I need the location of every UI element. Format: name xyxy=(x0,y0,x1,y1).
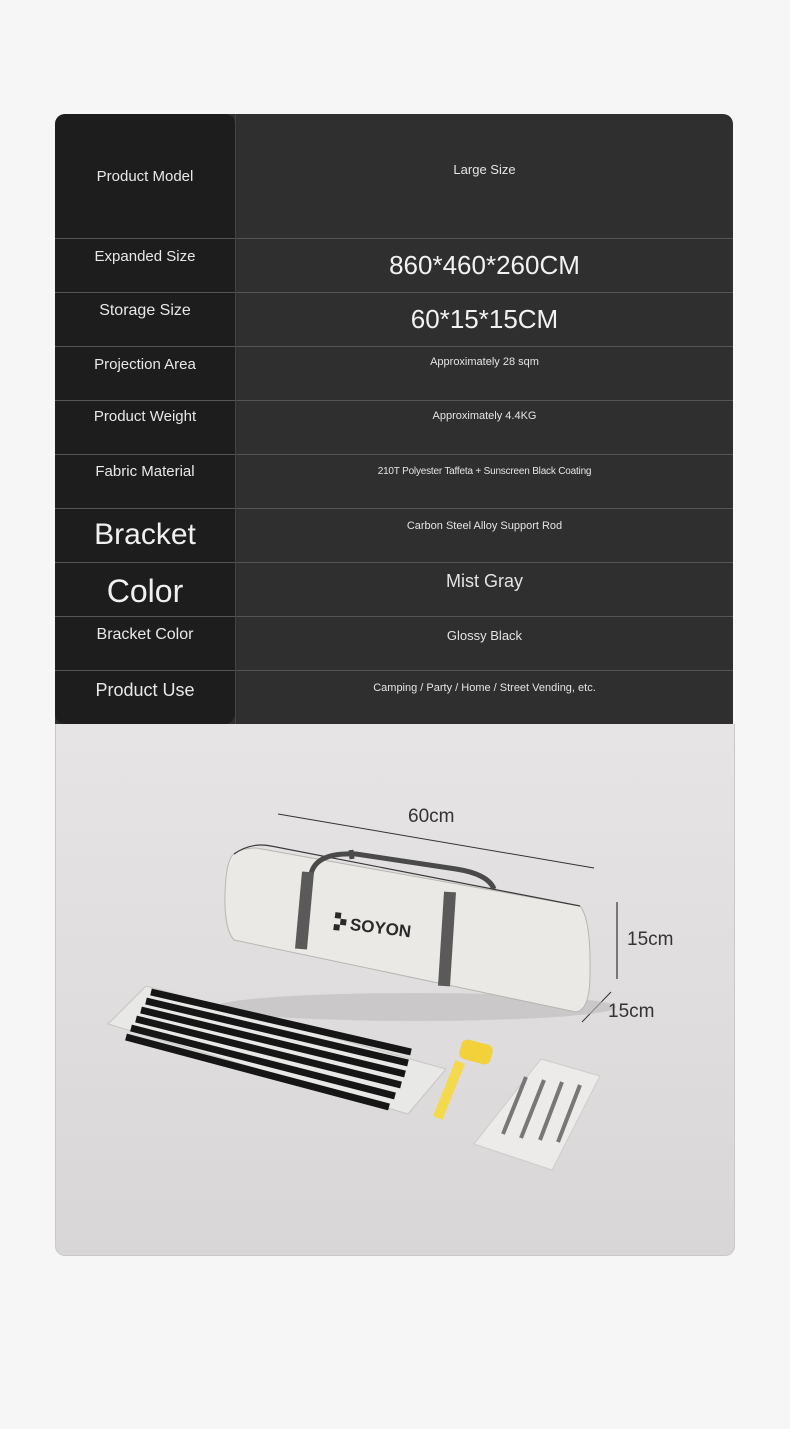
spec-value: 860*460*260CM xyxy=(389,249,580,280)
depth-label: 15cm xyxy=(608,1001,655,1022)
storage-bag-illustration xyxy=(56,724,734,1255)
spec-label: Product Weight xyxy=(55,400,236,454)
spec-value: Carbon Steel Alloy Support Rod xyxy=(406,520,563,532)
spec-row-storage-size xyxy=(55,292,733,347)
spec-value: Large Size xyxy=(453,162,516,177)
spec-value: Glossy Black xyxy=(446,628,523,643)
spec-row-product-model xyxy=(55,114,733,239)
storage-bag xyxy=(225,845,590,1012)
spec-label: Expanded Size xyxy=(55,238,236,292)
spec-label: Color xyxy=(55,562,236,616)
spec-row-bracket-color xyxy=(55,616,733,671)
spec-label: Bracket Color xyxy=(55,616,236,670)
spec-value: Camping / Party / Home / Street Vending, etc. xyxy=(373,682,596,694)
spec-row-fabric-material xyxy=(55,454,733,509)
spec-label: Product Use xyxy=(55,670,236,724)
spec-row-projection-area xyxy=(55,346,733,401)
yellow-mallet xyxy=(433,1038,494,1119)
brand-text: SOYON xyxy=(348,915,413,942)
product-photo-panel xyxy=(55,724,735,1256)
spec-label: Storage Size xyxy=(55,292,236,346)
spec-row-product-weight xyxy=(55,400,733,455)
ground-stakes xyxy=(474,1059,600,1170)
spec-row-color xyxy=(55,562,733,617)
spec-label: Projection Area xyxy=(55,346,236,400)
width-label: 60cm xyxy=(408,806,455,827)
height-label: 15cm xyxy=(627,929,674,950)
spec-value: Mist Gray xyxy=(445,571,523,591)
spec-value: 210T Polyester Taffeta + Sunscreen Black Coating xyxy=(377,466,592,477)
spec-label: Fabric Material xyxy=(55,454,236,508)
spec-row-bracket xyxy=(55,508,733,563)
spec-table xyxy=(55,114,733,724)
spec-label: Bracket xyxy=(55,508,236,562)
spec-label: Product Model xyxy=(55,114,236,238)
spec-value: Approximately 28 sqm xyxy=(430,356,539,368)
spec-value: 60*15*15CM xyxy=(410,303,559,334)
spec-row-expanded-size xyxy=(55,238,733,293)
spec-value: Approximately 4.4KG xyxy=(432,410,537,422)
spec-row-product-use xyxy=(55,670,733,724)
